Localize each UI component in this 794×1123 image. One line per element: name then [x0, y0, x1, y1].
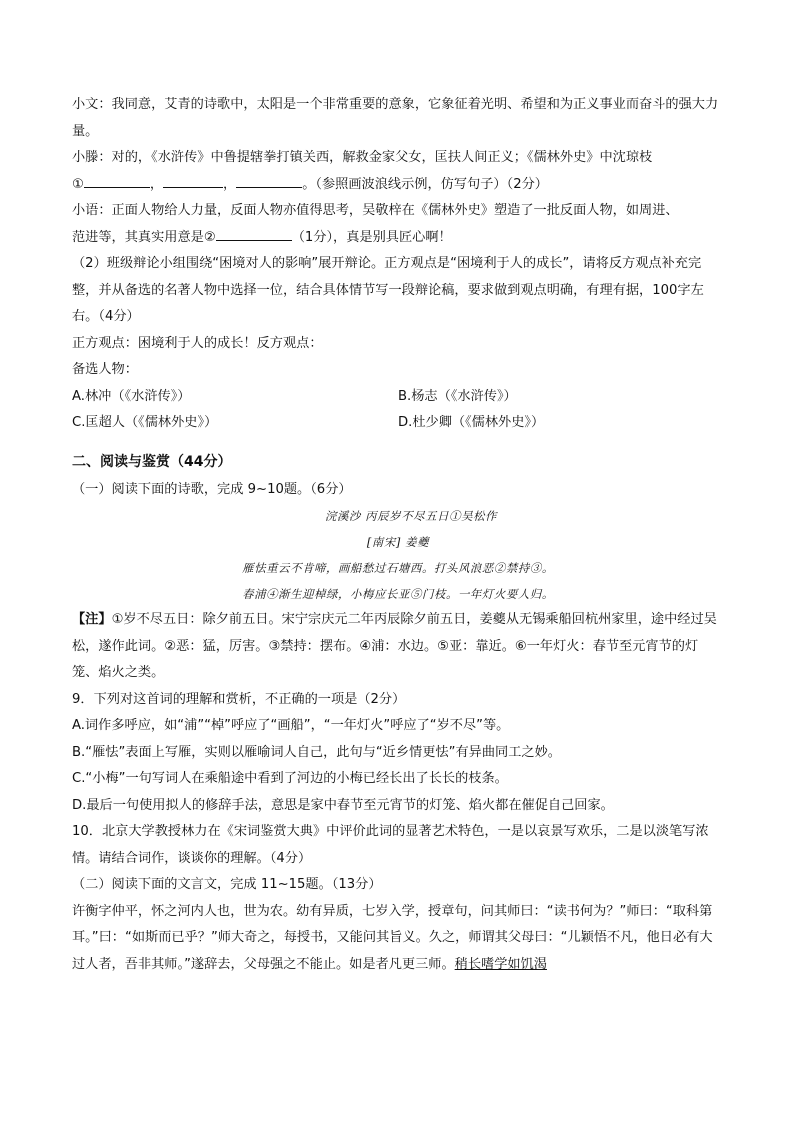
- option-d: D.杜少卿（《儒林外史》）: [398, 415, 545, 430]
- poem-note: [72, 607, 724, 687]
- question-10: 10．北京大学教授林力在《宋词鉴赏大典》中评价此词的显著艺术特色，一是以哀景写欢乐，二是以淡笔写浓情。请结合词作，谈谈你的理解。（4分）: [72, 824, 709, 866]
- fill-blank-1b[interactable]: [163, 173, 223, 188]
- fill-blank-1a[interactable]: [84, 173, 150, 188]
- part1-intro: （一）阅读下面的诗歌，完成 9~10题。（6分）: [72, 481, 352, 497]
- question-9-option-a[interactable]: A.词作多呼应，如“浦”“棹”呼应了“画船”，“一年灯火”呼应了“岁不尽”等。: [72, 718, 510, 733]
- note-body: ①岁不尽五日：除夕前五日。宋宁宗庆元二年丙辰除夕前五日，姜夔从无锡乘船回杭州家里，途中经过吴松，遂作此词。②恶：猛，厉害。③禁持：摆布。④浦：水边。⑤亚：靠近。⑥一年灯火：春节至元宵节的灯笼、焰火之类。: [72, 612, 717, 680]
- option-b: B.杨志（《水浒传》）: [398, 388, 517, 404]
- xiaoteng-line1: 小滕：对的，《水浒传》中鲁提辖拳打镇关西，解救金家父女，匡扶人间正义；《儒林外史》中沈琼枝: [72, 150, 653, 165]
- option-c: C.匡超人（《儒林外史》）: [72, 415, 218, 430]
- poem-author: [南宋] 姜夔: [366, 535, 430, 549]
- fill-blank-2[interactable]: [216, 226, 292, 241]
- question-9-option-d[interactable]: D.最后一句使用拟人的修辞手法，意思是家中春节至元宵节的灯笼、焰火都在催促自己回家。: [72, 797, 614, 813]
- candidates-label: 备选人物：: [72, 362, 138, 377]
- part2-intro: （二）阅读下面的文言文，完成 11~15题。（13分）: [72, 877, 382, 892]
- xiaowen-paragraph: 小文：我同意，艾青的诗歌中，太阳是一个非常重要的意象，它象征着光明、希望和为正义事业而奋斗的强大力量。: [72, 97, 719, 139]
- debate-intro: （2）班级辩论小组围绕“困境对人的影响”展开辩论。正方观点是“困境利于人的成长”，请将反方观点补充完整，并从备选的名著人物中选择一位，结合具体情节写一段辩论稿，要求做到观点明确，有理有据，100字左右。（4分）: [72, 256, 704, 324]
- classical-passage: 许衡字仲平，怀之河内人也，世为农。幼有异质，七岁入学，授章句，问其师曰：“读书何为？”师曰：“取科第耳。”曰：“如斯而已乎？”师大奇之，每授书，又能问其旨义。久之，师谓其父母曰：“儿颖悟不凡，他日必有大过人者，吾非其师。”遂辞去，父母强之不能止。如是者凡更三师。稍长嗜学如饥渴: [72, 903, 713, 972]
- question-9-stem: 9．下列对这首词的理解和赏析，不正确的一项是（2分）: [72, 691, 406, 707]
- question-9-option-c[interactable]: C.“小梅”一句写词人在乘船途中看到了河边的小梅已经长出了长长的枝条。: [72, 771, 508, 786]
- poem-title: 浣溪沙 丙辰岁不尽五日①吴松作: [324, 509, 498, 523]
- candidate-options: [72, 384, 724, 437]
- debate-positions: 正方观点：困境利于人的成长！反方观点：: [72, 335, 323, 351]
- question-9-option-b[interactable]: B.“雁怯”表面上写雁，实则以雁喻词人自己，此句与“近乡情更怯”有异曲同工之妙。: [72, 744, 561, 760]
- note-head: 【注】: [72, 612, 112, 627]
- poem-line-2: 春浦④渐生迎棹绿，小梅应长亚⑤门枝。一年灯火要人归。: [242, 587, 554, 601]
- xiaoteng-line2: ① ， ， 。（参照画波浪线示例，仿写句子）（2分）: [72, 172, 724, 199]
- xiaoyu-line2: 范进等，其真实用意是② （1分），真是别具匠心啊！: [72, 225, 724, 252]
- section-title: 二、阅读与鉴赏（44分）: [72, 453, 232, 470]
- option-a: A.林冲（《水浒传》）: [72, 388, 191, 404]
- fill-blank-1c[interactable]: [236, 173, 302, 188]
- poem-line-1: 雁怯重云不肯啼，画船愁过石塘西。打头风浪恶②禁持③。: [242, 561, 554, 575]
- xiaoyu-line1: 小语：正面人物给人力量，反面人物亦值得思考，吴敬梓在《儒林外史》塑造了一批反面人物，如周进、: [72, 203, 679, 218]
- mark-1: ①: [72, 176, 84, 192]
- document-page: [72, 92, 724, 978]
- underlined-sentence: 稍长嗜学如饥渴: [454, 956, 547, 972]
